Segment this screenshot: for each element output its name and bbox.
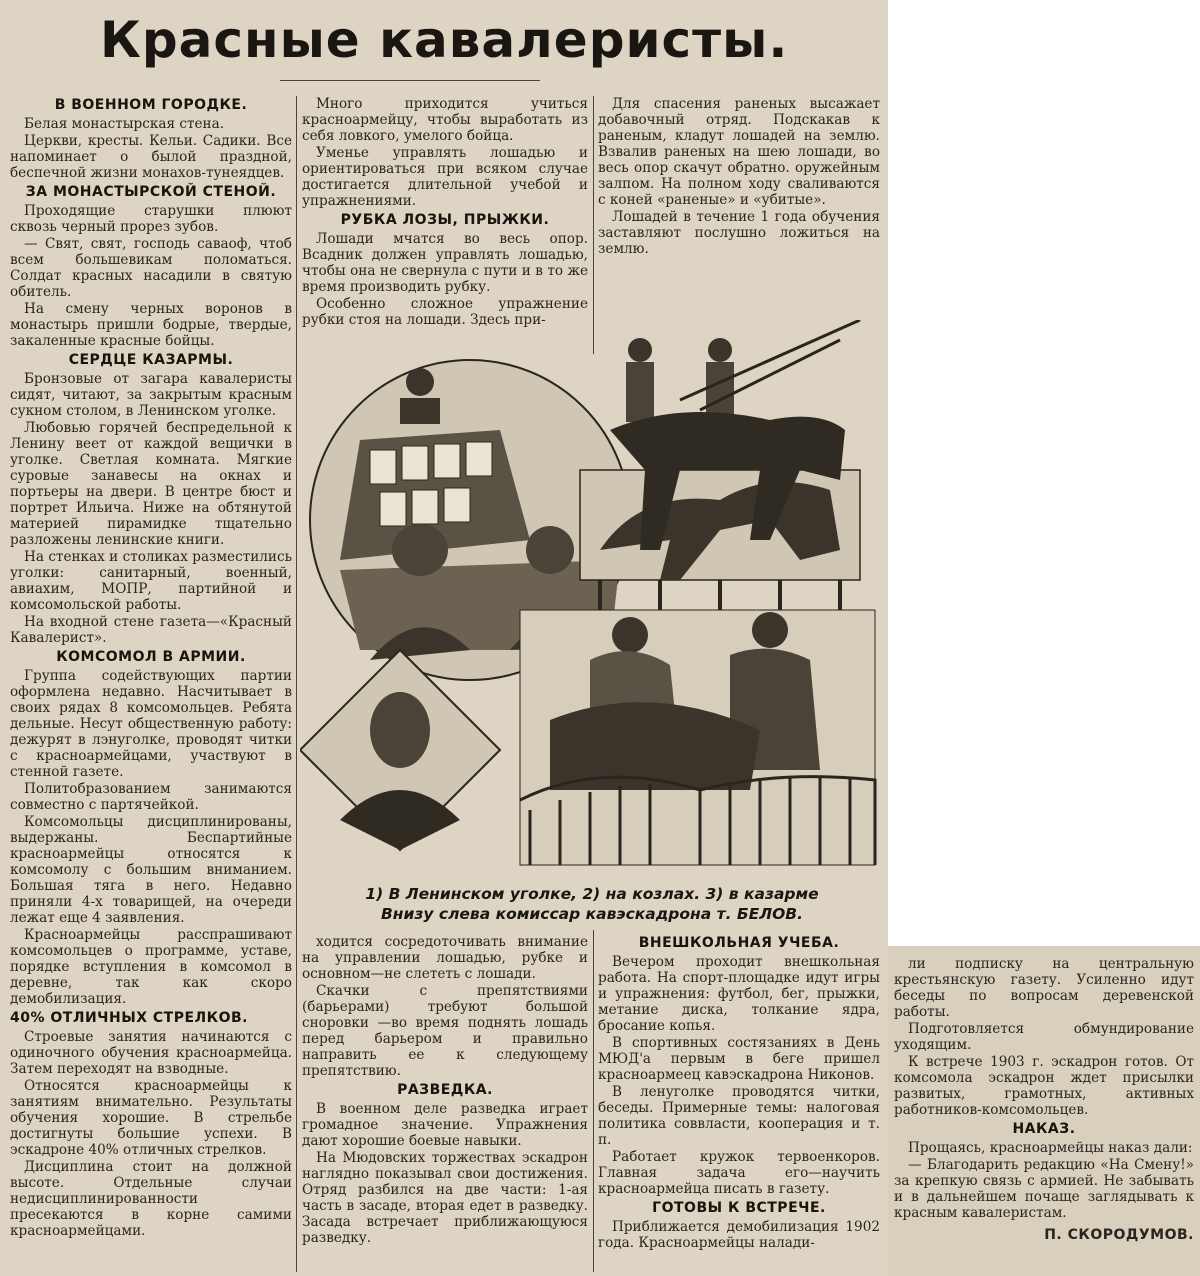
column-3-bottom [598,932,880,1272]
paragraph: На входной стене газета—«Красный Кавалерист». [10,614,292,646]
paragraph: В военном деле разведка играет громадное значение. Упражнения дают хорошие боевые навыки. [302,1101,588,1149]
heading-serdce-kazarmy: СЕРДЦЕ КАЗАРМЫ. [68,352,234,368]
paragraph: На Мюдовских торжествах эскадрон наглядно показывал свои достижения. Отряд разбился на две части: 1-ая часть в засаде, вторая едет в разведку. Засада встречает приближающуюся разведку. [302,1150,588,1246]
paragraph: Комсомольцы дисциплинированы, выдержаны. Беспартийные красноармейцы относятся к комсомолу с большим вниманием. Большая тяга в него. Недавно приняли 4-х товарищей, на очереди лежат еще 4 заявления. [10,814,292,926]
author-signature: П. СКОРОДУМОВ. [1044,1227,1194,1243]
barracks-scene [520,610,875,865]
heading-40-otlichnyh-strelkov: 40% ОТЛИЧНЫХ СТРЕЛКОВ. [10,1010,248,1026]
paragraph: Вечером проходит внешкольная работа. На спорт-площадке идут игры и упражнения: футбол, бег, прыжки, метание диска, толкание ядра, бросание копья. [598,954,880,1034]
column-4 [894,956,1194,1272]
heading-za-monastyrskoy-stenoy: ЗА МОНАСТЫРСКОЙ СТЕНОЙ. [25,184,277,200]
paragraph: Красноармейцы расспрашивают комсомольцев о программе, уставе, порядке вступления в комсомол в деревне, так как скоро демобилизация. [10,927,292,1007]
paragraph: ли подписку на центральную крестьянскую газету. Усиленно идут беседы по вопросам деревенской работы. [894,956,1194,1020]
caption-line-2: Внизу слева комиссар кавэскадрона т. БЕЛОВ. [380,905,804,923]
column-3-top [598,96,880,286]
paragraph: К встрече 1903 г. эскадрон готов. От комсомола эскадрон ждет присылки развитых, грамотных, активных работников-комсомольцев. [894,1054,1194,1118]
paragraph: Лошади мчатся во весь опор. Всадник должен управлять лошадью, чтобы она не свернула с пути и в то же время производить рубку. [302,231,588,295]
paragraph: ходится сосредоточивать внимание на управлении лошадью, рубке и основном—не слететь с лошади. [302,934,588,982]
column-2-bottom [302,934,588,1272]
paragraph: Скачки с препятствиями (барьерами) требуют большой сноровки —во время поднять лошадь перед барьером и правильно направить ее к следующему препятствию. [302,983,588,1079]
paragraph: Любовью горячей беспредельной к Ленину веет от каждой вещички в уголке. Светлая комната. Мягкие суровые занавесы на окнах и портьеры на двери. В центре бюст и портрет Ильича. Ниже на обтянутой материей пирамидке тщательно разложены ленинские книги. [10,420,292,548]
heading-rubka-lozy: РУБКА ЛОЗЫ, ПРЫЖКИ. [340,212,550,228]
column-2-top [302,96,588,354]
paragraph: Бронзовые от загара кавалеристы сидят, читают, за закрытым красным сукном столом, в Ленинском уголке. [10,371,292,419]
paragraph: В спортивных состязаниях в День МЮД'а первым в беге пришел красноармеец кавэскадрона Никонов. [598,1035,880,1083]
paragraph: На смену черных воронов в монастырь пришли бодрые, твердые, закаленные красные бойцы. [10,301,292,349]
cavalry-riders-scene [580,320,860,620]
engraving-illustration [300,320,880,880]
paragraph: Строевые занятия начинаются с одиночного обучения красноармейца. Затем переходят на взводные. [10,1029,292,1077]
caption-line-1: 1) В Ленинском уголке, 2) на козлах. 3) в казарме [365,885,819,903]
heading-gotovy-k-vstreche: ГОТОВЫ К ВСТРЕЧЕ. [652,1200,826,1216]
paragraph: Группа содействующих партии оформлена недавно. Насчитывает в своих рядах 8 комсомольцев. Ребята дельные. Несут общественную работу: дежурят в лэнуголке, проводят читки с красноармейцами, участвуют в стенной газете. [10,668,292,780]
paragraph: Лошадей в течение 1 года обучения заставляют послушно ложиться на землю. [598,209,880,257]
paragraph: Особенно сложное упражнение рубки стоя на лошади. Здесь при- [302,296,588,328]
paragraph: — Благодарить редакцию «На Смену!» за крепкую связь с армией. Не забывать и в дальнейшем почаще заглядывать к красным кавалеристам. [894,1157,1194,1221]
paragraph: Много приходится учиться красноармейцу, чтобы выработать из себя ловкого, умелого бойца. [302,96,588,144]
headline-rule [280,80,540,81]
paragraph: Дисциплина стоит на должной высоте. Отдельные случаи недисциплинированности пресекаются в корне самими красноармейцами. [10,1159,292,1239]
paragraph: Подготовляется обмундирование уходящим. [894,1021,1194,1053]
paragraph: Церкви, кресты. Кельи. Садики. Все напоминает о былой праздной, беспечной жизни монахов-тунеядцев. [10,133,292,181]
heading-nakaz: НАКАЗ. [1012,1121,1076,1137]
paragraph: Проходящие старушки плюют сквозь черный прорез зубов. [10,203,292,235]
heading-vneshkolnaya-ucheba: ВНЕШКОЛЬНАЯ УЧЕБА. [638,935,840,951]
column-1 [10,94,292,1272]
heading-razvedka: РАЗВЕДКА. [397,1082,493,1098]
column-rule-1 [296,96,297,1272]
paragraph: Относятся красноармейцы к занятиям внимательно. Результаты обучения хорошие. В стрельбе достигнуты большие успехи. В эскадроне 40% отличных стрелков. [10,1078,292,1158]
heading-komsomol-v-armii: КОМСОМОЛ В АРМИИ. [56,649,246,665]
paragraph: Белая монастырская стена. [24,116,225,132]
paragraph: — Свят, свят, господь саваоф, чтоб всем большевикам поломаться. Солдат красных насадили в святую обитель. [10,236,292,300]
illustration-caption [300,884,884,928]
paragraph: Приближается демобилизация 1902 года. Красноармейцы налади- [598,1219,880,1251]
headline: Красные кавалеристы. [100,11,789,69]
paragraph: В ленуголке проводятся читки, беседы. Примерные темы: налоговая политика соввласти, кооперация и т. п. [598,1084,880,1148]
paragraph: Уменье управлять лошадью и ориентироваться при всяком случае достигается длительной учебой и упражнениями. [302,145,588,209]
paragraph: Для спасения раненых высажает добавочный отряд. Подскакав к раненым, кладут лошадей на землю. Взвалив раненых на шею лошади, во весь опор скачут обратно. оружейным залпом. На полном ходу сваливаются с коней «раненые» и «убитые». [598,96,880,208]
column-rule-2-bottom [593,930,594,1272]
paragraph: Прощаясь, красноармейцы наказ дали: [908,1140,1193,1156]
paragraph: На стенках и столиках разместились уголки: санитарный, военный, авиахим, МОПР, партийной и комсомольской работы. [10,549,292,613]
heading-v-voennom-gorodke: В ВОЕННОМ ГОРОДКЕ. [54,97,248,113]
column-rule-2-top [593,96,594,354]
paragraph: Работает кружок тервоенкоров. Главная задача его—научить красноармейца писать в газету. [598,1149,880,1197]
paragraph: Политобразованием занимаются совместно с партячейкой. [10,781,292,813]
